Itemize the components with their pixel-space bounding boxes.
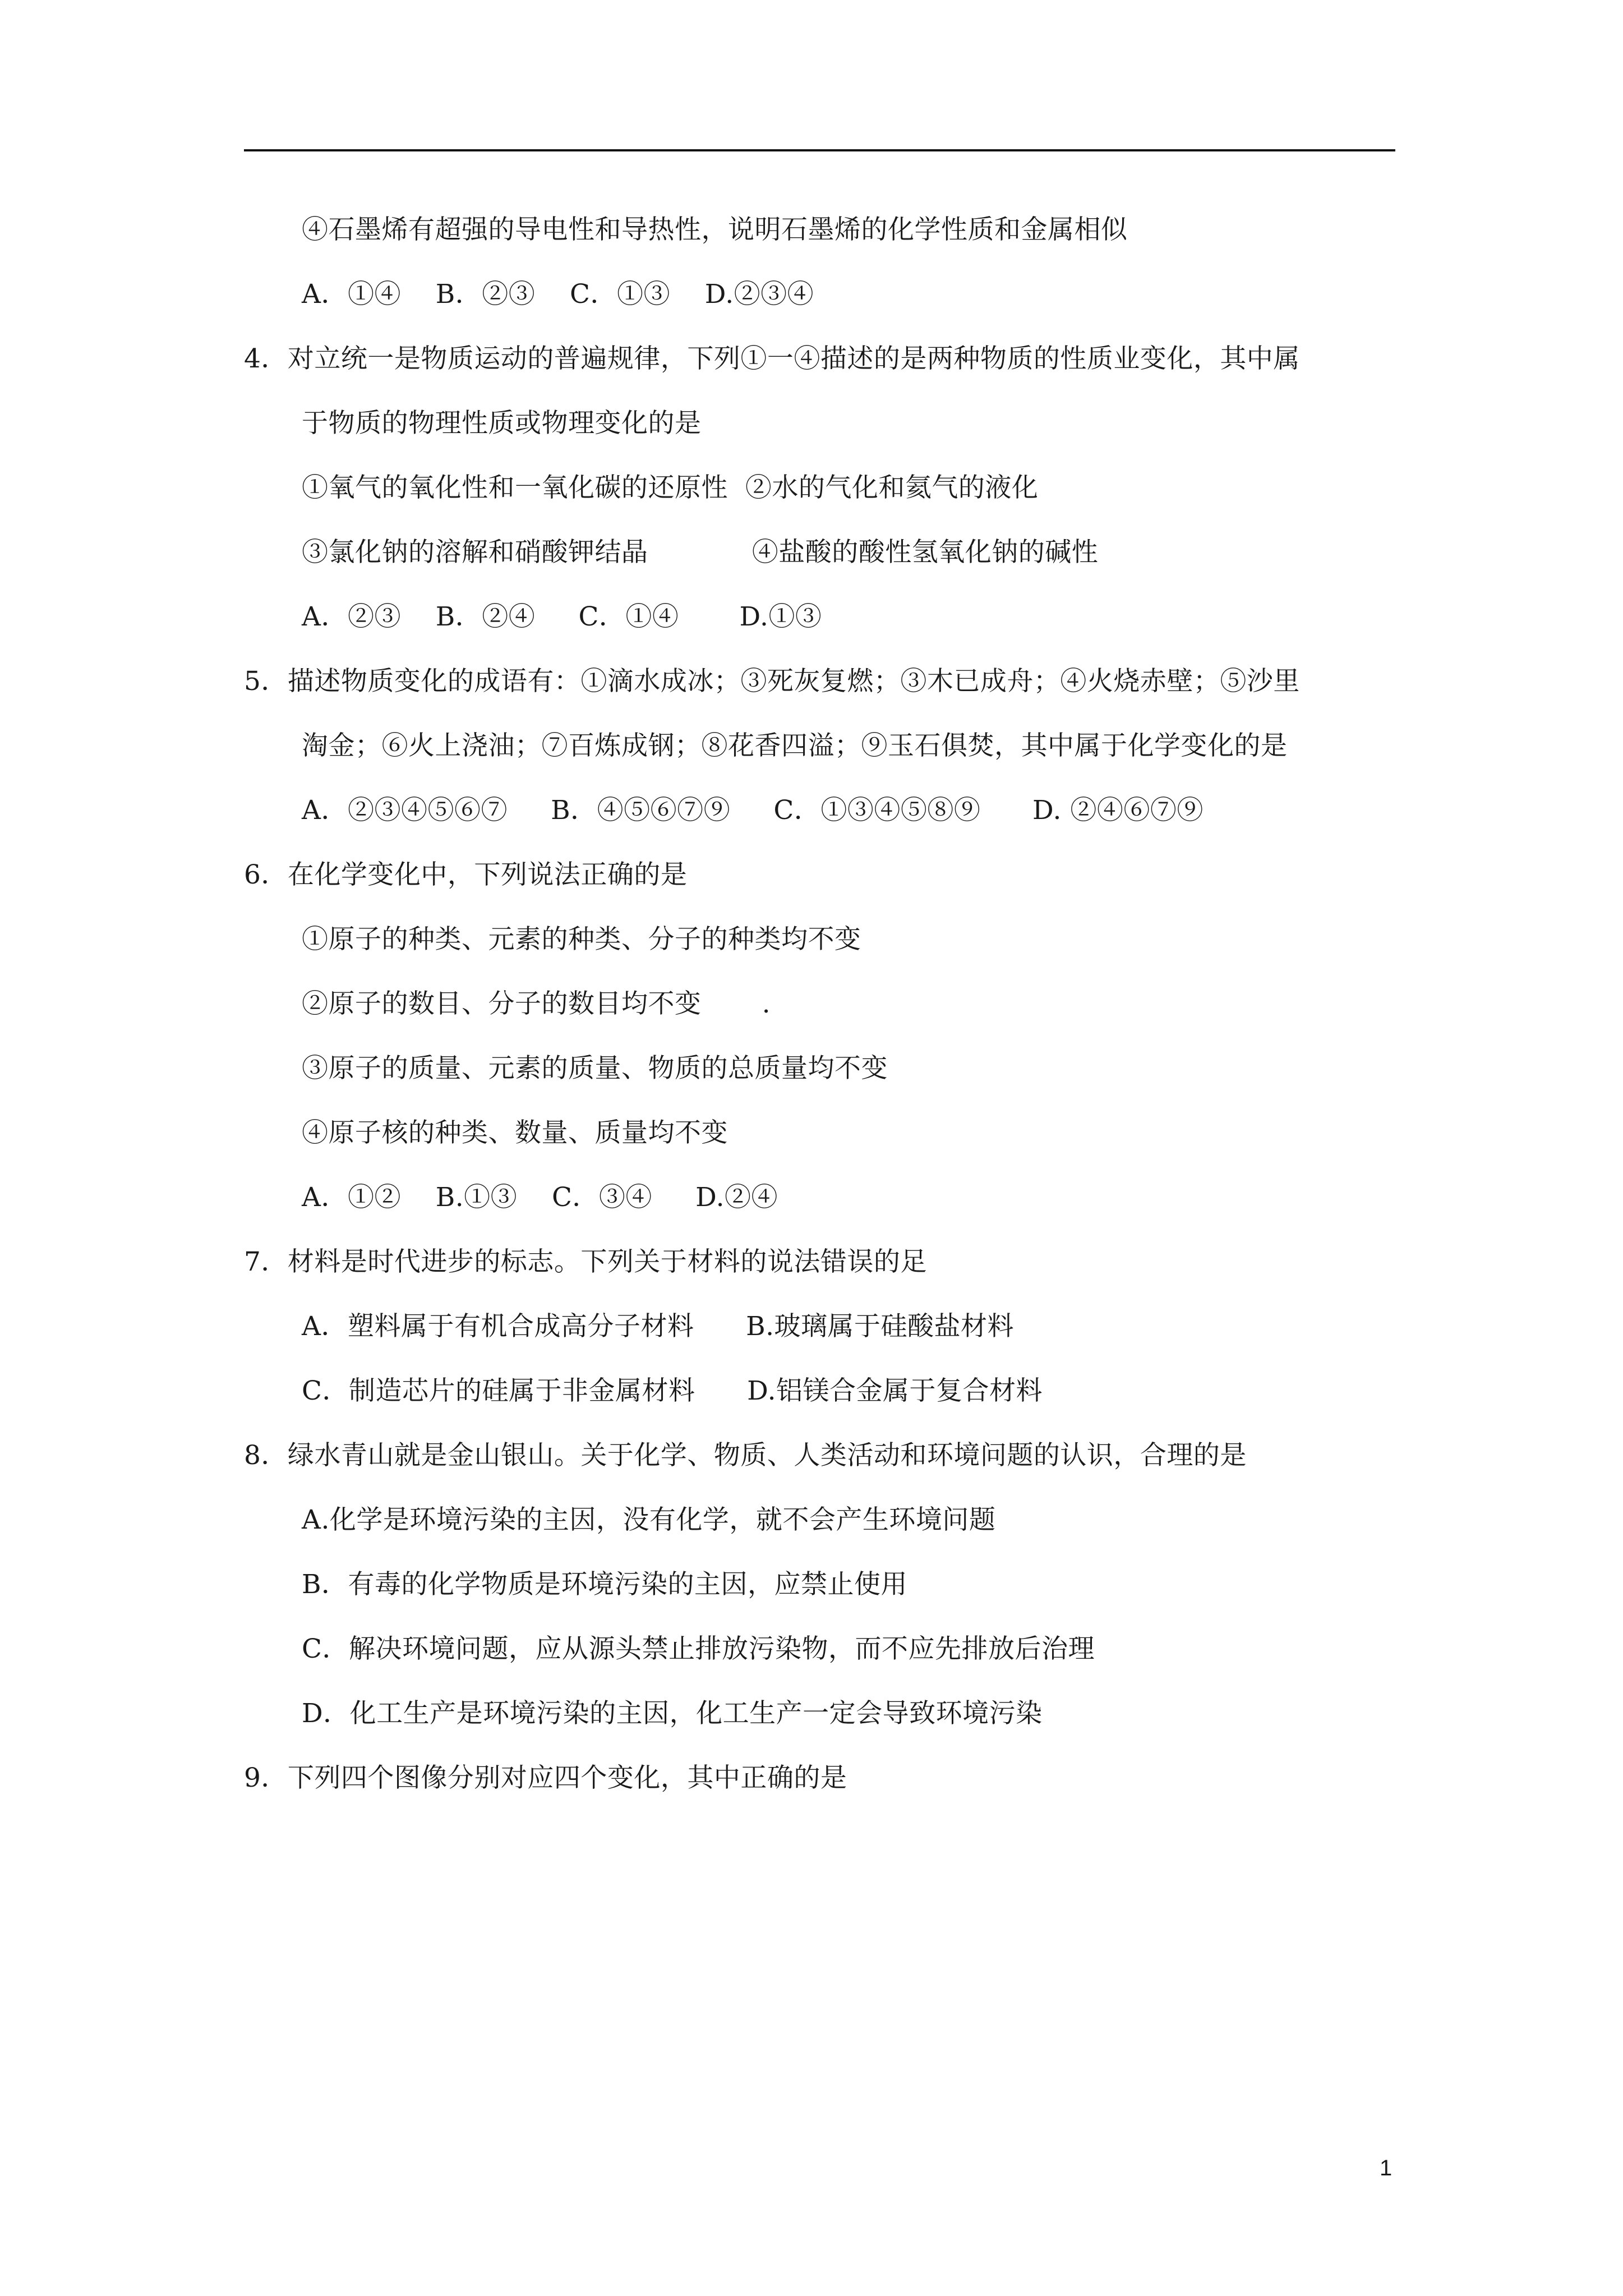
q7-stem: 7．材料是时代进步的标志。下列关于材料的说法错误的足 <box>244 1246 927 1277</box>
q7-options-line-2: C．制造芯片的硅属于非金属材料 D.铝镁合金属于复合材料 <box>302 1375 1043 1406</box>
q5-options: A．②③④⑤⑥⑦ B．④⑤⑥⑦⑨ C．①③④⑤⑧⑨ D. ②④⑥⑦⑨ <box>302 795 1204 826</box>
q8-option-d: D．化工生产是环境污染的主因，化工生产一定会导致环境污染 <box>302 1698 1043 1729</box>
q5-stem-line-2: 淘金；⑥火上浇油；⑦百炼成钢；⑧花香四溢；⑨玉石俱焚，其中属于化学变化的是 <box>302 730 1288 761</box>
q6-stem: 6．在化学变化中，下列说法正确的是 <box>244 859 688 890</box>
q9-stem: 9．下列四个图像分别对应四个变化，其中正确的是 <box>244 1763 847 1793</box>
q6-item-2: ②原子的数目、分子的数目均不变 . <box>302 988 771 1019</box>
q5-stem-line-1: 5．描述物质变化的成语有：①滴水成冰；③死灰复燃；③木已成舟；④火烧赤壁；⑤沙里 <box>244 666 1300 697</box>
q4-stem-line-1: 4．对立统一是物质运动的普遍规律，下列①一④描述的是两种物质的性质业变化，其中属 <box>244 343 1300 374</box>
page-number: 1 <box>1380 2156 1393 2180</box>
header-rule <box>244 149 1395 151</box>
q3-item-4: ④石墨烯有超强的导电性和导热性，说明石墨烯的化学性质和金属相似 <box>302 214 1128 245</box>
q4-options: A．②③ B．②④ C．①④ D.①③ <box>302 601 822 632</box>
q8-option-c: C．解决环境问题，应从源头禁止排放污染物，而不应先排放后治理 <box>302 1634 1095 1664</box>
q7-options-line-1: A．塑料属于有机合成高分子材料 B.玻璃属于硅酸盐材料 <box>302 1311 1015 1342</box>
q6-item-4: ④原子核的种类、数量、质量均不变 <box>302 1117 728 1148</box>
q3-options: A．①④ B．②③ C．①③ D.②③④ <box>302 279 814 310</box>
q6-options: A．①② B.①③ C．③④ D.②④ <box>302 1182 778 1213</box>
q8-option-a: A.化学是环境污染的主因，没有化学，就不会产生环境问题 <box>302 1504 996 1535</box>
q4-stem-line-2: 于物质的物理性质或物理变化的是 <box>302 408 702 439</box>
q4-items-line-2: ③氯化钠的溶解和硝酸钾结晶 ④盐酸的酸性氢氧化钠的碱性 <box>302 537 1099 568</box>
q4-items-line-1: ①氧气的氧化性和一氧化碳的还原性 ②水的气化和氦气的液化 <box>302 472 1039 503</box>
q6-item-3: ③原子的质量、元素的质量、物质的总质量均不变 <box>302 1053 888 1084</box>
q6-item-1: ①原子的种类、元素的种类、分子的种类均不变 <box>302 924 861 955</box>
q8-option-b: B．有毒的化学物质是环境污染的主因，应禁止使用 <box>302 1569 908 1600</box>
q8-stem: 8．绿水青山就是金山银山。关于化学、物质、人类活动和环境问题的认识，合理的是 <box>244 1440 1247 1471</box>
